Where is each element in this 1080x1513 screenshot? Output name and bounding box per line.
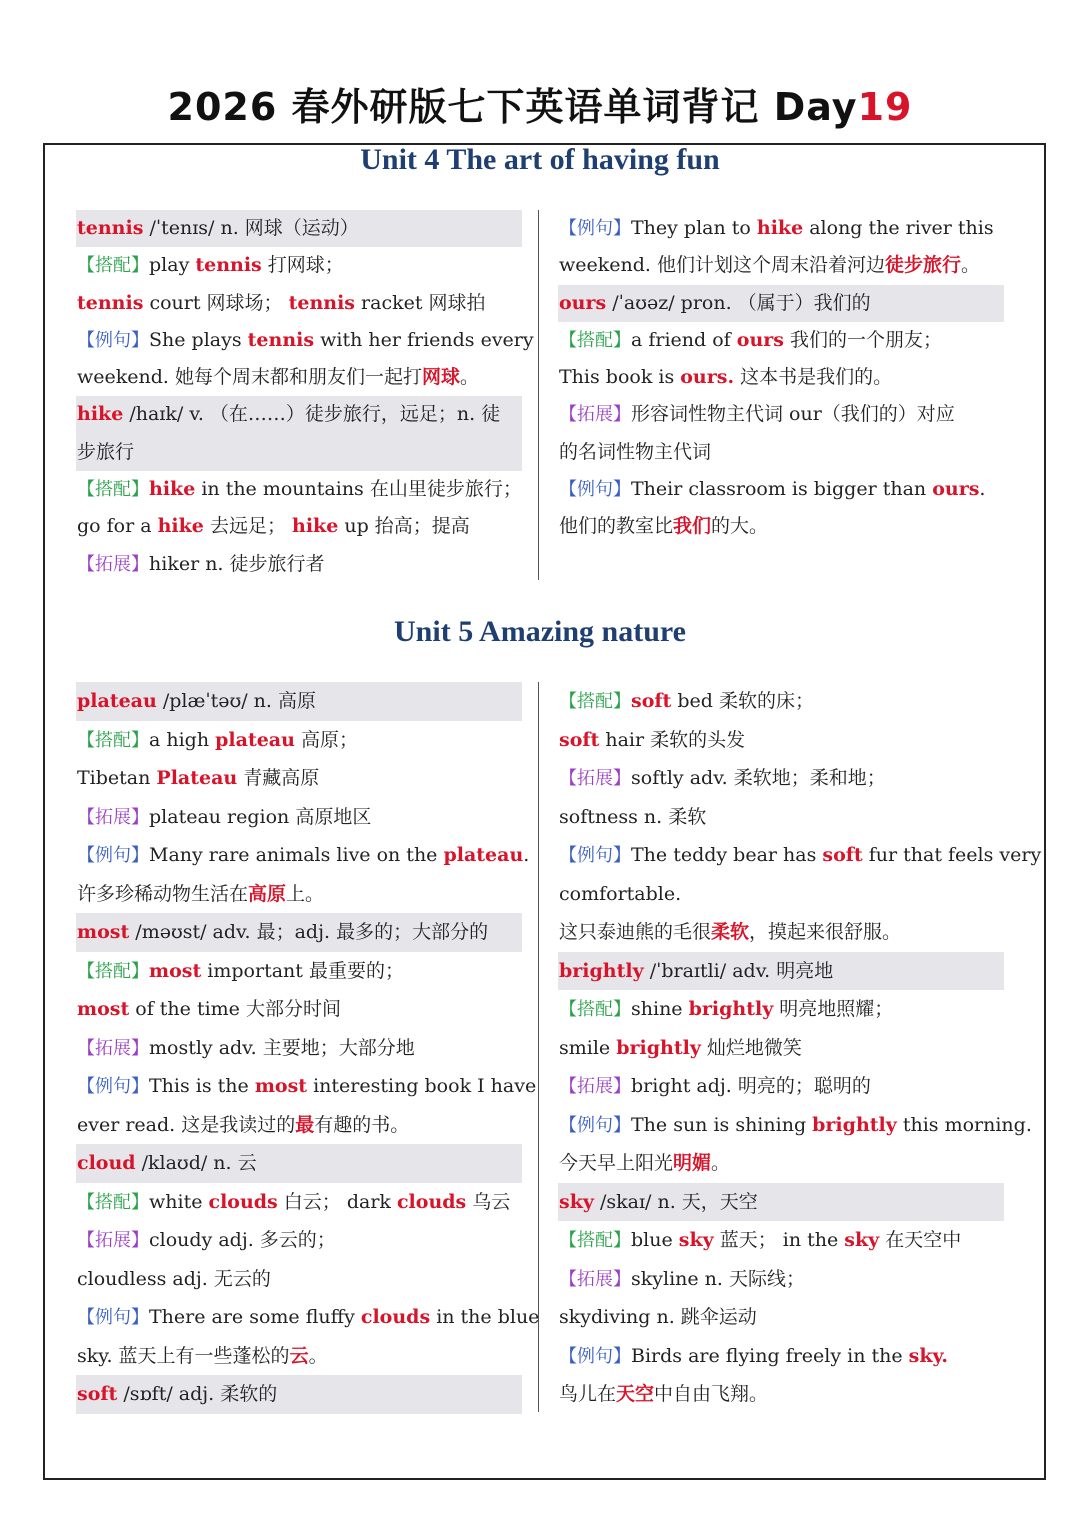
collocation-tag: 【搭配】 xyxy=(559,691,631,712)
entry-text: The sun is shining xyxy=(631,1113,813,1136)
entry-text: weekend. 他们计划这个周末沿着河边 xyxy=(559,254,885,277)
collocation-tag: 【搭配】 xyxy=(77,255,149,277)
headword-line xyxy=(76,1144,522,1183)
example-tag: 【例句】 xyxy=(559,479,631,501)
example-tag: 【例句】 xyxy=(559,845,631,866)
entry-text: a friend of xyxy=(631,328,737,351)
keyword: sky. xyxy=(908,1344,948,1367)
entry-line xyxy=(76,798,522,837)
entry-text: 许多珍稀动物生活在 xyxy=(77,882,249,905)
keyword: ours xyxy=(932,478,980,501)
entry-text: 今天早上阳光 xyxy=(559,1152,674,1174)
headword-line xyxy=(558,1183,1004,1222)
entry-text: bright adj. 明亮的；聪明的 xyxy=(631,1075,871,1097)
entry-text: She plays xyxy=(149,328,248,351)
headword-line xyxy=(558,285,1004,322)
entry-text: Many rare animals live on the xyxy=(149,844,444,866)
keyword: brightly xyxy=(688,998,774,1020)
keyword: tennis xyxy=(288,291,355,314)
keyword: plateau xyxy=(443,844,524,866)
entry-text: softness n. 柔软 xyxy=(559,805,707,828)
keyword: tennis xyxy=(247,328,315,351)
entry-line xyxy=(558,1375,1004,1414)
entry-line xyxy=(558,682,1004,721)
keyword: tennis xyxy=(195,254,262,277)
entry-text: this morning. xyxy=(896,1113,1032,1136)
entry-text: 明亮地照耀； xyxy=(773,998,894,1020)
entry-text: /ˈbraɪtli/ adv. 明亮地 xyxy=(643,959,834,982)
entry-text: Birds are flying freely in the xyxy=(631,1344,909,1367)
entry-text: 。 xyxy=(460,366,480,389)
entry-text: 蓝天； in the xyxy=(713,1229,845,1251)
entry-text: 青藏高原 xyxy=(237,767,320,789)
headword-line xyxy=(76,210,522,247)
keyword: clouds xyxy=(396,1190,467,1213)
keyword: 高原 xyxy=(248,882,287,905)
entry-text: 高原； xyxy=(294,728,358,751)
headword-line xyxy=(76,434,522,471)
entry-line xyxy=(558,359,1004,396)
example-tag: 【例句】 xyxy=(77,329,149,351)
entry-line xyxy=(76,471,522,508)
entry-text: /klaʊd/ n. 云 xyxy=(135,1152,257,1174)
entry-text: court 网球场； xyxy=(143,291,289,314)
keyword: tennis xyxy=(77,291,144,314)
entry-text: ，摸起来很舒服。 xyxy=(749,921,902,943)
unit5-title: Unit 5 Amazing nature xyxy=(394,615,686,648)
keyword: 云 xyxy=(289,1344,309,1367)
entry-text: softly adv. 柔软地；柔和地； xyxy=(631,767,886,789)
entry-text: 有趣的书。 xyxy=(314,1113,410,1136)
entry-text: cloudy adj. 多云的； xyxy=(149,1229,336,1251)
keyword: 明媚 xyxy=(673,1152,712,1174)
entry-text: racket 网球拍 xyxy=(355,291,486,314)
keyword: clouds xyxy=(208,1190,278,1213)
entry-text: /ˈtenɪs/ n. 网球（运动） xyxy=(143,217,359,239)
collocation-tag: 【搭配】 xyxy=(77,729,149,751)
entry-line xyxy=(558,1260,1004,1299)
unit5-left-column xyxy=(76,682,540,1414)
extension-tag: 【拓展】 xyxy=(559,1268,631,1290)
keyword: hike xyxy=(292,515,339,538)
entry-text: . xyxy=(979,478,986,501)
entry-text: 步旅行 xyxy=(77,440,135,463)
keyword: hike xyxy=(149,478,196,501)
entry-text: comfortable. xyxy=(559,882,682,905)
entry-text: . xyxy=(523,844,530,866)
keyword: brightly xyxy=(812,1113,897,1136)
extension-tag: 【拓展】 xyxy=(77,1037,149,1059)
keyword: most xyxy=(254,1075,308,1097)
keyword: cloud xyxy=(77,1152,136,1174)
entry-text: in the mountains 在山里徒步旅行； xyxy=(195,478,522,501)
entry-line xyxy=(76,836,530,875)
keyword: soft xyxy=(559,728,600,751)
entry-text: 这只泰迪熊的毛很 xyxy=(559,921,712,943)
entry-line xyxy=(558,875,1004,914)
entry-text: 灿烂地微笑 xyxy=(700,1036,802,1059)
keyword: tennis xyxy=(77,217,144,239)
unit4-right-column xyxy=(558,210,1004,546)
extension-tag: 【拓展】 xyxy=(77,806,149,828)
entry-text: 上。 xyxy=(286,882,325,905)
entry-text: /məʊst/ adv. 最；adj. 最多的；大部分的 xyxy=(129,921,489,943)
entry-text: Tibetan xyxy=(77,767,157,789)
headword-line xyxy=(76,1375,522,1414)
entry-text: fur that feels very xyxy=(862,844,1042,866)
entry-text: shine xyxy=(631,998,689,1020)
unit4-column-divider xyxy=(538,210,539,580)
extension-tag: 【拓展】 xyxy=(77,553,149,575)
collocation-tag: 【搭配】 xyxy=(77,960,149,982)
page-title-text: 2026 春外研版七下英语单词背记 Day xyxy=(167,85,858,129)
entry-line xyxy=(558,396,1004,433)
entry-text: 形容词性物主代词 our（我们的）对应 xyxy=(631,403,955,426)
collocation-tag: 【搭配】 xyxy=(559,999,631,1020)
entry-line xyxy=(558,836,1042,875)
entry-text: hair 柔软的头发 xyxy=(599,728,746,751)
entry-text: ever read. 这是我读过的 xyxy=(77,1113,296,1136)
entry-text: hiker n. 徒步旅行者 xyxy=(149,552,325,575)
extension-tag: 【拓展】 xyxy=(559,768,631,789)
collocation-tag: 【搭配】 xyxy=(77,1191,149,1213)
entry-text: 中自由飞翔。 xyxy=(654,1383,769,1405)
entry-line xyxy=(76,546,522,583)
entry-line xyxy=(558,721,1004,760)
entry-line xyxy=(558,1029,1004,1068)
entry-text: /ˈaʊəz/ pron. （属于）我们的 xyxy=(606,291,871,314)
keyword: soft xyxy=(631,690,672,712)
entry-line xyxy=(76,1337,522,1376)
entry-text: /sɒft/ adj. 柔软的 xyxy=(117,1383,278,1405)
entry-text: smile xyxy=(559,1036,617,1059)
entry-text: 。 xyxy=(711,1152,731,1174)
entry-line xyxy=(76,1067,537,1106)
keyword: plateau xyxy=(77,690,157,712)
keyword: 我们 xyxy=(673,515,712,538)
entry-line xyxy=(76,1298,540,1337)
entry-text: 我们的一个朋友； xyxy=(783,328,943,351)
entry-text: 去远足； xyxy=(203,515,292,538)
entry-text: skyline n. 天际线； xyxy=(631,1267,805,1290)
entry-line xyxy=(558,913,1004,952)
entry-line xyxy=(76,322,534,359)
entry-line xyxy=(558,759,1004,798)
entry-line xyxy=(558,210,1004,247)
headword-line xyxy=(558,952,1004,991)
entry-text: skydiving n. 跳伞运动 xyxy=(559,1306,757,1328)
entry-line xyxy=(76,1106,522,1145)
entry-text: 这本书是我们的。 xyxy=(734,366,893,389)
keyword: clouds xyxy=(360,1306,431,1328)
entry-text: with her friends every xyxy=(314,328,534,351)
entry-text: important 最重要的； xyxy=(201,959,404,982)
entry-line xyxy=(558,322,1004,359)
entry-line xyxy=(76,721,522,760)
keyword: most xyxy=(149,959,202,982)
entry-line xyxy=(558,471,1004,508)
entry-text: /haɪk/ v. （在……）徒步旅行，远足；n. 徒 xyxy=(123,403,501,426)
entry-line xyxy=(558,1298,1004,1337)
keyword: brightly xyxy=(616,1036,701,1059)
headword-line xyxy=(76,913,522,952)
unit4-title: Unit 4 The art of having fun xyxy=(360,143,720,176)
entry-line xyxy=(558,990,1004,1029)
example-tag: 【例句】 xyxy=(77,845,149,866)
entry-text: 的大。 xyxy=(711,515,769,538)
entry-text: bed 柔软的床； xyxy=(671,690,814,712)
entry-line xyxy=(558,1337,1004,1376)
keyword: hike xyxy=(756,217,804,239)
entry-text: in the blue xyxy=(430,1306,540,1328)
entry-text: interesting book I have xyxy=(307,1075,537,1097)
collocation-tag: 【搭配】 xyxy=(559,1230,631,1251)
unit5-column-divider xyxy=(538,682,539,1412)
entry-line xyxy=(76,247,522,284)
entry-line xyxy=(558,434,1004,471)
example-tag: 【例句】 xyxy=(559,1114,631,1136)
entry-line xyxy=(76,1260,522,1299)
headword-line xyxy=(76,682,522,721)
entry-text: 打网球； xyxy=(261,254,344,277)
keyword: 最 xyxy=(295,1113,315,1136)
keyword: hike xyxy=(77,403,124,426)
entry-line xyxy=(558,1067,1004,1106)
entry-text: up 抬高；提高 xyxy=(338,515,470,538)
collocation-tag: 【搭配】 xyxy=(559,329,631,351)
entry-line xyxy=(76,759,522,798)
entry-text: There are some fluffy xyxy=(149,1306,361,1328)
entry-line xyxy=(558,1106,1032,1145)
example-tag: 【例句】 xyxy=(77,1076,149,1097)
entry-text: 。 xyxy=(961,254,981,277)
entry-text: sky. 蓝天上有一些蓬松的 xyxy=(77,1344,290,1367)
entry-text: along the river this xyxy=(803,217,994,239)
entry-text: 鸟儿在 xyxy=(559,1383,617,1405)
keyword: sky xyxy=(559,1190,594,1213)
entry-text: This is the xyxy=(149,1075,255,1097)
example-tag: 【例句】 xyxy=(559,218,631,239)
entry-line xyxy=(558,508,1004,545)
entry-text: The teddy bear has xyxy=(631,844,823,866)
entry-text: This book is xyxy=(559,366,681,389)
keyword: most xyxy=(77,921,130,943)
entry-text: 。 xyxy=(308,1344,328,1367)
unit5-right-column xyxy=(558,682,1042,1414)
unit4-left-column xyxy=(76,210,534,583)
entry-line xyxy=(558,1144,1004,1183)
entry-line xyxy=(558,247,1004,284)
entry-text: a high xyxy=(149,728,216,751)
keyword: plateau xyxy=(215,728,295,751)
keyword: ours xyxy=(559,291,607,314)
entry-line xyxy=(76,359,522,396)
keyword: brightly xyxy=(559,959,644,982)
page-title xyxy=(0,76,1080,131)
keyword: sky xyxy=(844,1229,880,1251)
entry-text: weekend. 她每个周末都和朋友们一起打 xyxy=(77,366,422,389)
keyword: 柔软 xyxy=(711,921,750,943)
entry-line xyxy=(76,285,522,322)
entry-line xyxy=(558,1221,1004,1260)
entry-text: plateau region 高原地区 xyxy=(149,805,372,828)
keyword: hike xyxy=(157,515,204,538)
entry-line xyxy=(76,1183,522,1222)
example-tag: 【例句】 xyxy=(77,1307,149,1328)
extension-tag: 【拓展】 xyxy=(559,1076,631,1097)
keyword: Plateau xyxy=(156,767,238,789)
keyword: soft xyxy=(77,1383,118,1405)
entry-line xyxy=(76,952,522,991)
keyword: ours. xyxy=(680,366,735,389)
extension-tag: 【拓展】 xyxy=(77,1230,149,1251)
entry-text: They plan to xyxy=(631,217,757,239)
keyword: 天空 xyxy=(616,1383,655,1405)
headword-line xyxy=(76,396,522,433)
entry-line xyxy=(76,1221,522,1260)
keyword: most xyxy=(77,998,130,1020)
day-number: 19 xyxy=(857,85,913,129)
entry-line xyxy=(76,875,522,914)
entry-text: /skaɪ/ n. 天，天空 xyxy=(593,1190,758,1213)
entry-text: of the time 大部分时间 xyxy=(129,998,341,1020)
keyword: sky xyxy=(678,1229,714,1251)
extension-tag: 【拓展】 xyxy=(559,404,631,426)
entry-text: blue xyxy=(631,1229,679,1251)
entry-line xyxy=(76,1029,522,1068)
keyword: 徒步旅行 xyxy=(885,254,962,277)
entry-text: play xyxy=(149,254,196,277)
entry-text: mostly adv. 主要地；大部分地 xyxy=(149,1036,415,1059)
entry-line xyxy=(76,990,522,1029)
keyword: ours xyxy=(736,328,784,351)
collocation-tag: 【搭配】 xyxy=(77,479,149,501)
entry-line xyxy=(558,798,1004,837)
entry-text: cloudless adj. 无云的 xyxy=(77,1267,271,1290)
entry-text: /plæˈtəʊ/ n. 高原 xyxy=(156,690,316,712)
entry-text: go for a xyxy=(77,515,158,538)
entry-text: 在天空中 xyxy=(879,1229,962,1251)
entry-text: 的名词性物主代词 xyxy=(559,440,712,463)
entry-text: 他们的教室比 xyxy=(559,515,674,538)
keyword: soft xyxy=(822,844,863,866)
entry-text: 乌云 xyxy=(466,1190,511,1213)
example-tag: 【例句】 xyxy=(559,1345,631,1367)
entry-text: white xyxy=(149,1190,209,1213)
entry-text: Their classroom is bigger than xyxy=(631,478,933,501)
keyword: 网球 xyxy=(422,366,461,389)
entry-line xyxy=(76,508,522,545)
entry-text: 白云； dark xyxy=(277,1190,397,1213)
